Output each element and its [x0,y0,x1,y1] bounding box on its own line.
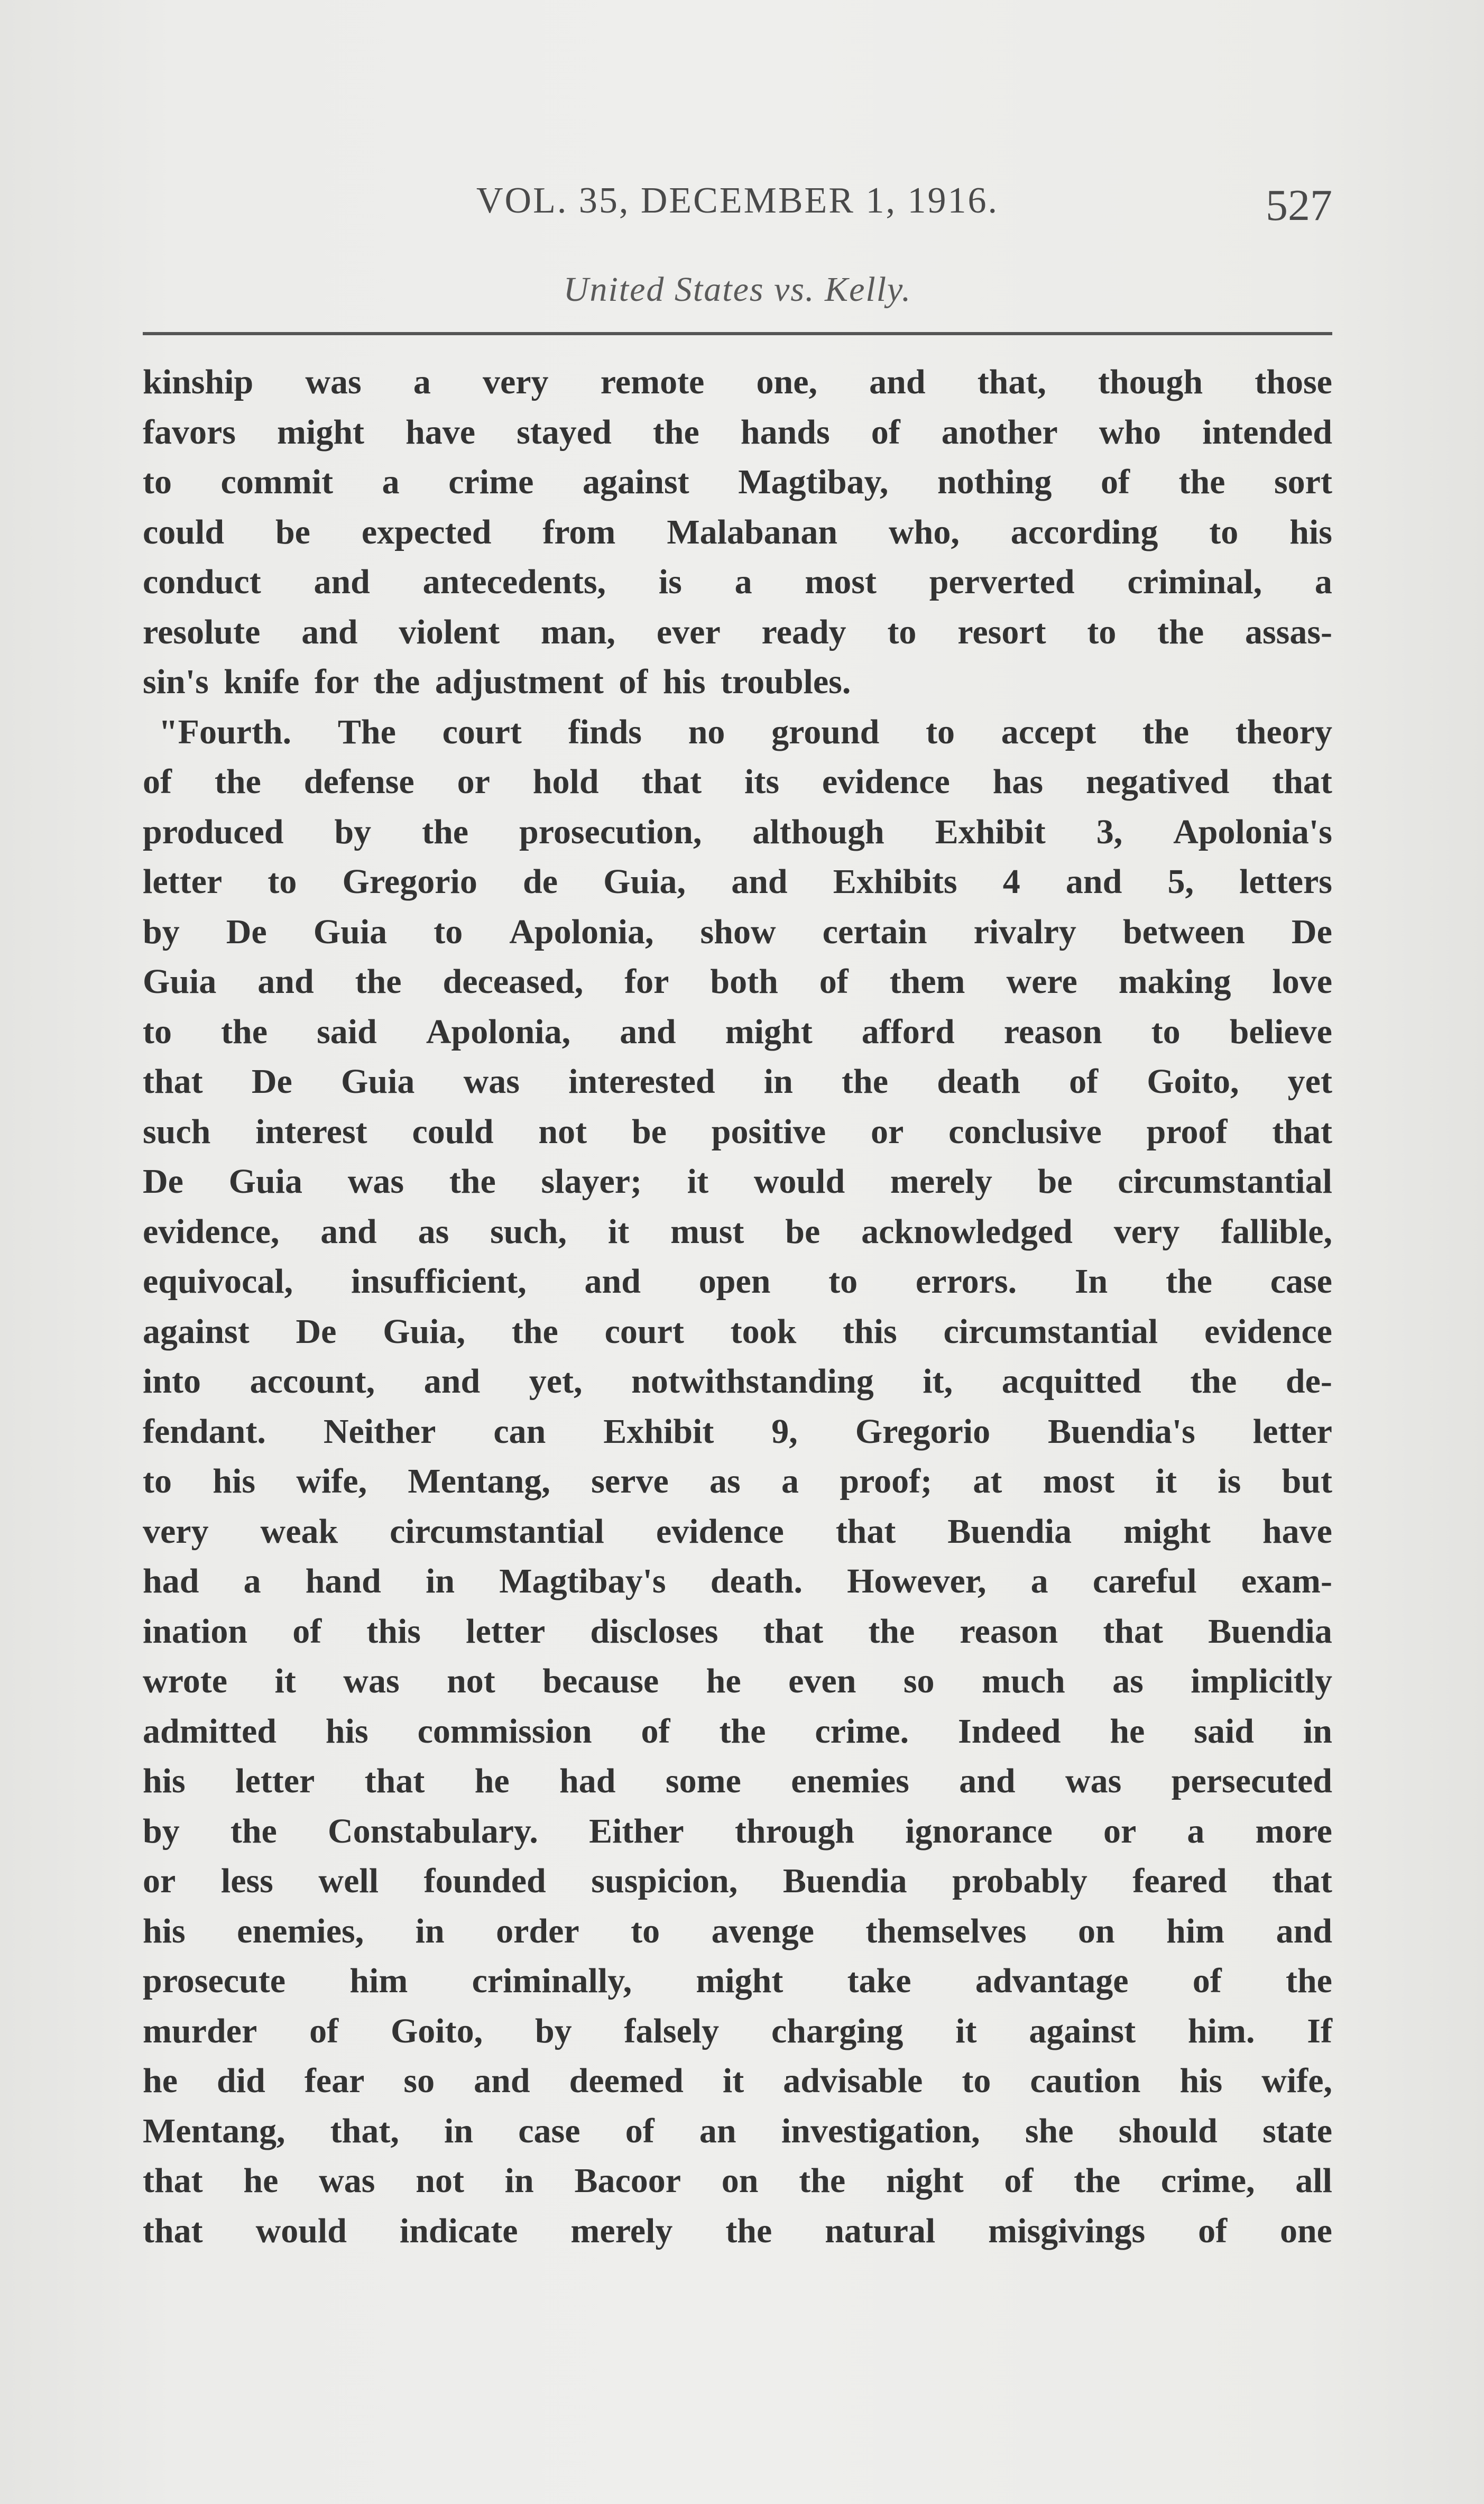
text-line: such interest could not be positive or conclusive proof that [143,1112,1332,1151]
text-line: conduct and antecedents, is a most perverted criminal, a [143,563,1332,601]
text-line: he did fear so and deemed it advisable to caution his wife, [143,2061,1332,2100]
text-line: sin's knife for the adjustment of his troubles. [143,662,851,701]
text-line: admitted his commission of the crime. Indeed he said in [143,1711,1332,1751]
text-line: could be expected from Malabanan who, according to his [143,512,1332,551]
case-title: United States vs. Kelly. [563,270,912,309]
header-rule [143,332,1332,335]
text-line: equivocal, insufficient, and open to errors. In the case [143,1262,1332,1301]
page-number: 527 [1266,181,1332,230]
text-line: had a hand in Magtibay's death. However, a careful exam- [143,1562,1332,1600]
text-line: into account, and yet, notwithstanding it, acquitted the de- [143,1362,1332,1401]
text-line: evidence, and as such, it must be acknowledged very fallible, [143,1212,1332,1251]
text-line: kinship was a very remote one, and that, though those [143,363,1332,401]
text-line: of the defense or hold that its evidence has negatived that [143,762,1332,801]
text-line: ination of this letter discloses that the reason that Buendia [143,1612,1332,1651]
text-line: to commit a crime against Magtibay, nothing of the sort [143,463,1332,501]
text-line: fendant. Neither can Exhibit 9, Gregorio Buendia's letter [143,1412,1332,1451]
text-line: Guia and the deceased, for both of them were making love [143,962,1332,1001]
text-line: by the Constabulary. Either through ignorance or a more [143,1811,1332,1851]
text-line: murder of Goito, by falsely charging it against him. If [143,2011,1332,2050]
text-line: produced by the prosecution, although Exhibit 3, Apolonia's [143,812,1332,851]
body-text [143,357,1332,2256]
text-line: or less well founded suspicion, Buendia probably feared that [143,1862,1332,1900]
text-line: his enemies, in order to avenge themselves on him and [143,1911,1332,1950]
text-line: his letter that he had some enemies and was persecuted [143,1762,1332,1800]
text-line: to the said Apolonia, and might afford reason to believe [143,1012,1332,1051]
text-line: Mentang, that, in case of an investigation, she should state [143,2111,1332,2150]
text-line: letter to Gregorio de Guia, and Exhibits 4 and 5, letters [143,862,1332,901]
text-line: very weak circumstantial evidence that Buendia might have [143,1512,1332,1551]
text-line: that would indicate merely the natural misgivings of one [143,2211,1332,2250]
text-line: against De Guia, the court took this circumstantial evidence [143,1312,1332,1351]
text-line: prosecute him criminally, might take advantage of the [143,1962,1332,2000]
page-header [143,180,1332,254]
running-head: VOL. 35, DECEMBER 1, 1916. [476,180,999,221]
text-line: De Guia was the slayer; it would merely be circumstantial [143,1162,1332,1201]
text-line: favors might have stayed the hands of another who intended [143,412,1332,452]
text-line: by De Guia to Apolonia, show certain rivalry between De [143,912,1332,951]
text-line: that De Guia was interested in the death of Goito, yet [143,1062,1332,1101]
text-line: "Fourth. The court finds no ground to accept the theory [159,712,1332,751]
text-line: wrote it was not because he even so much as implicitly [143,1662,1332,1700]
text-line: to his wife, Mentang, serve as a proof; at most it is but [143,1462,1332,1500]
text-line: that he was not in Bacoor on the night of the crime, all [143,2161,1332,2200]
text-line: resolute and violent man, ever ready to resort to the assas- [143,612,1332,651]
